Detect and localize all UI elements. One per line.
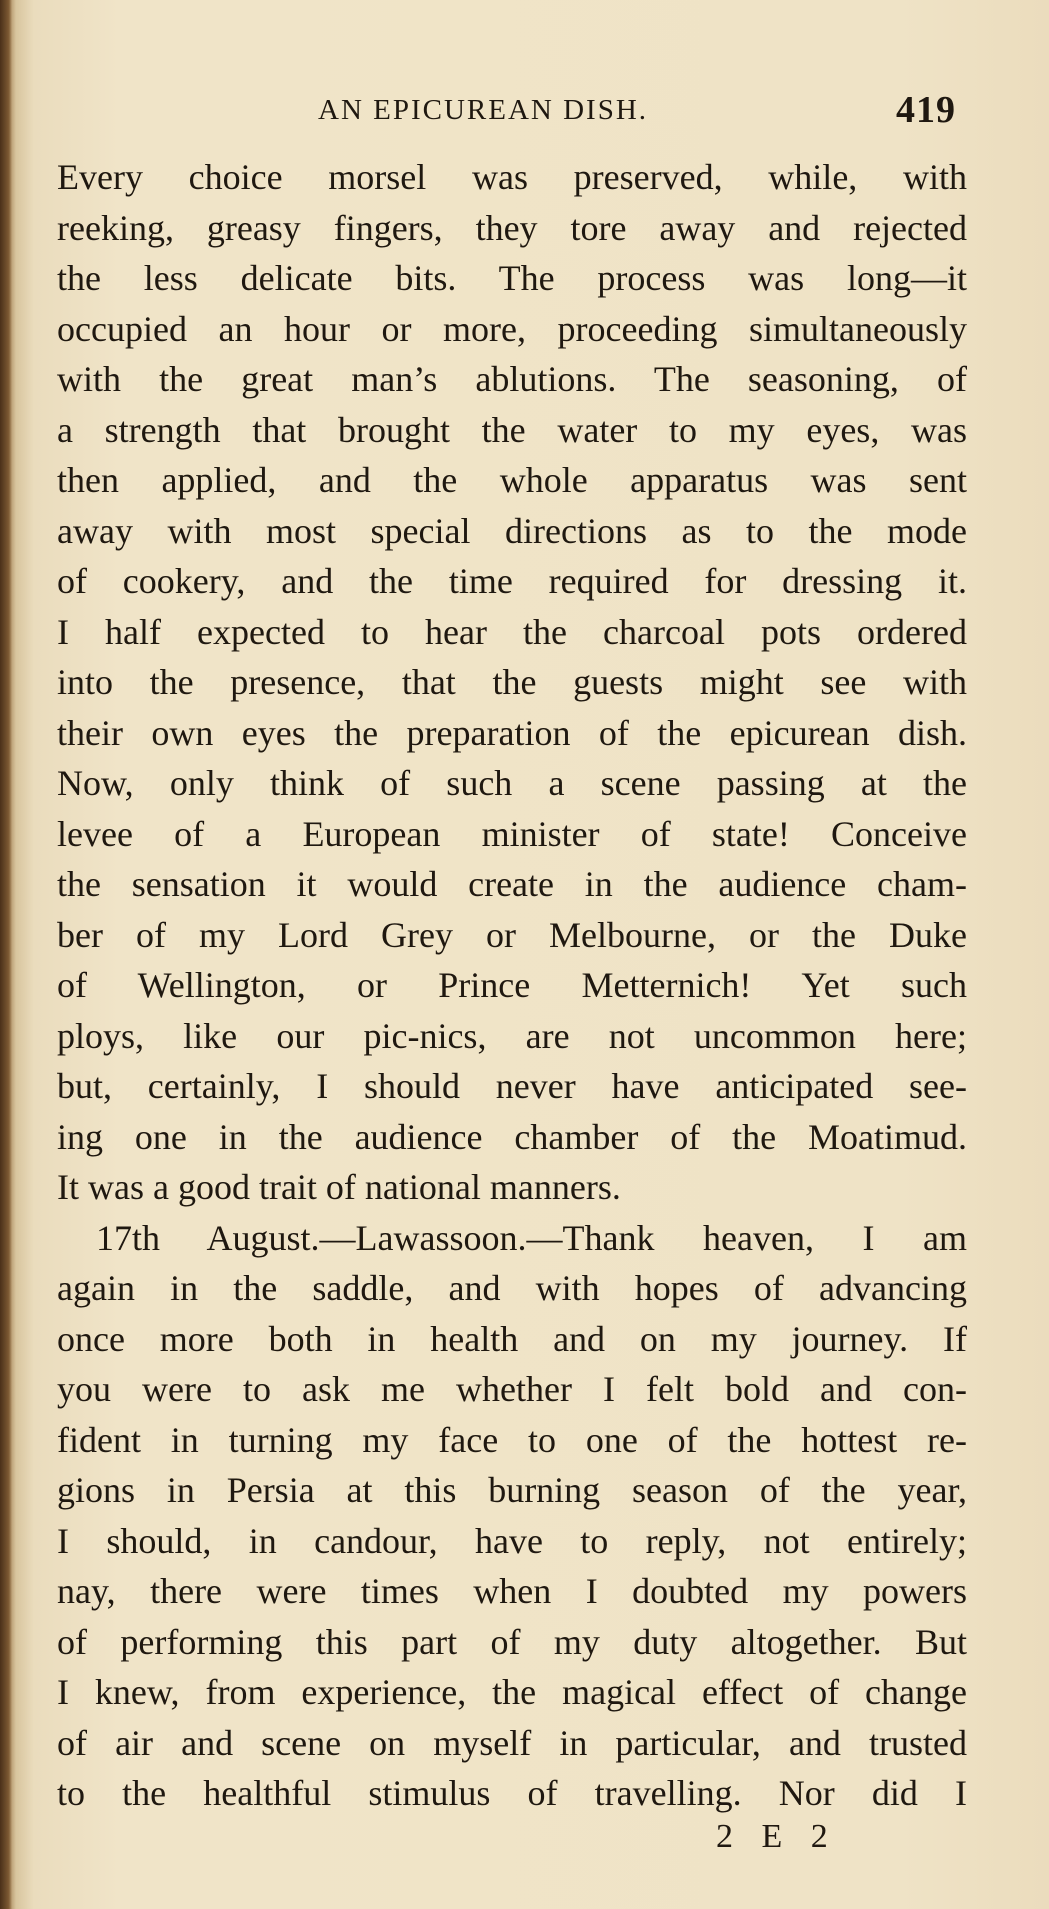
text-line: their own eyes the preparation of the epicurean dish.	[57, 712, 967, 753]
text-line: of air and scene on myself in particular, and trusted	[57, 1722, 967, 1763]
text-line: I half expected to hear the charcoal pots ordered	[57, 611, 967, 652]
text-line: you were to ask me whether I felt bold and con-	[57, 1369, 967, 1409]
page-number: 419	[896, 89, 956, 131]
text-line: of cookery, and the time required for dressing it.	[57, 561, 967, 601]
text-line: but, certainly, I should never have anticipated see-	[57, 1066, 967, 1106]
text-line: of performing this part of my duty altogether. But	[57, 1621, 967, 1662]
text-line: a strength that brought the water to my eyes, was	[57, 409, 967, 450]
text-line: again in the saddle, and with hopes of advancing	[57, 1268, 967, 1308]
page-header	[0, 88, 1049, 138]
text-line: fident in turning my face to one of the hottest re-	[57, 1419, 967, 1460]
text-line: ber of my Lord Grey or Melbourne, or the Duke	[57, 914, 967, 955]
text-line: Now, only think of such a scene passing at the	[57, 763, 967, 803]
text-line: then applied, and the whole apparatus was sent	[57, 460, 967, 500]
text-line: ploys, like our pic-nics, are not uncommon here;	[57, 1015, 967, 1056]
text-line: levee of a European minister of state! Conceive	[57, 813, 967, 854]
text-line: I knew, from experience, the magical effect of change	[57, 1672, 967, 1712]
running-head: AN EPICUREAN DISH.	[318, 94, 649, 126]
text-line: I should, in candour, have to reply, not entirely;	[57, 1520, 967, 1561]
text-line: to the healthful stimulus of travelling. Nor did I	[57, 1773, 967, 1813]
signature-mark: 2 E 2	[716, 1818, 838, 1855]
text-line: occupied an hour or more, proceeding simultaneously	[57, 308, 967, 349]
text-line: It was a good trait of national manners.	[57, 1167, 621, 1207]
text-line: nay, there were times when I doubted my powers	[57, 1571, 967, 1611]
text-line: with the great man’s ablutions. The seasoning, of	[57, 359, 967, 399]
text-line: Every choice morsel was preserved, while, with	[57, 157, 967, 197]
body-text	[57, 152, 967, 1819]
text-line: the less delicate bits. The process was long—it	[57, 258, 967, 298]
text-line: away with most special directions as to the mode	[57, 510, 967, 551]
text-line: the sensation it would create in the audience cham-	[57, 864, 967, 904]
text-line: of Wellington, or Prince Metternich! Yet such	[57, 965, 967, 1005]
text-line: gions in Persia at this burning season of the year,	[57, 1470, 967, 1510]
text-line: reeking, greasy fingers, they tore away and rejected	[57, 207, 967, 248]
text-line: into the presence, that the guests might see with	[57, 662, 967, 702]
text-line: 17th August.—Lawassoon.—Thank heaven, I am	[96, 1217, 967, 1258]
page-binding-edge	[0, 0, 12, 1909]
text-line: once more both in health and on my journey. If	[57, 1318, 967, 1359]
text-line: ing one in the audience chamber of the Moatimud.	[57, 1116, 967, 1157]
